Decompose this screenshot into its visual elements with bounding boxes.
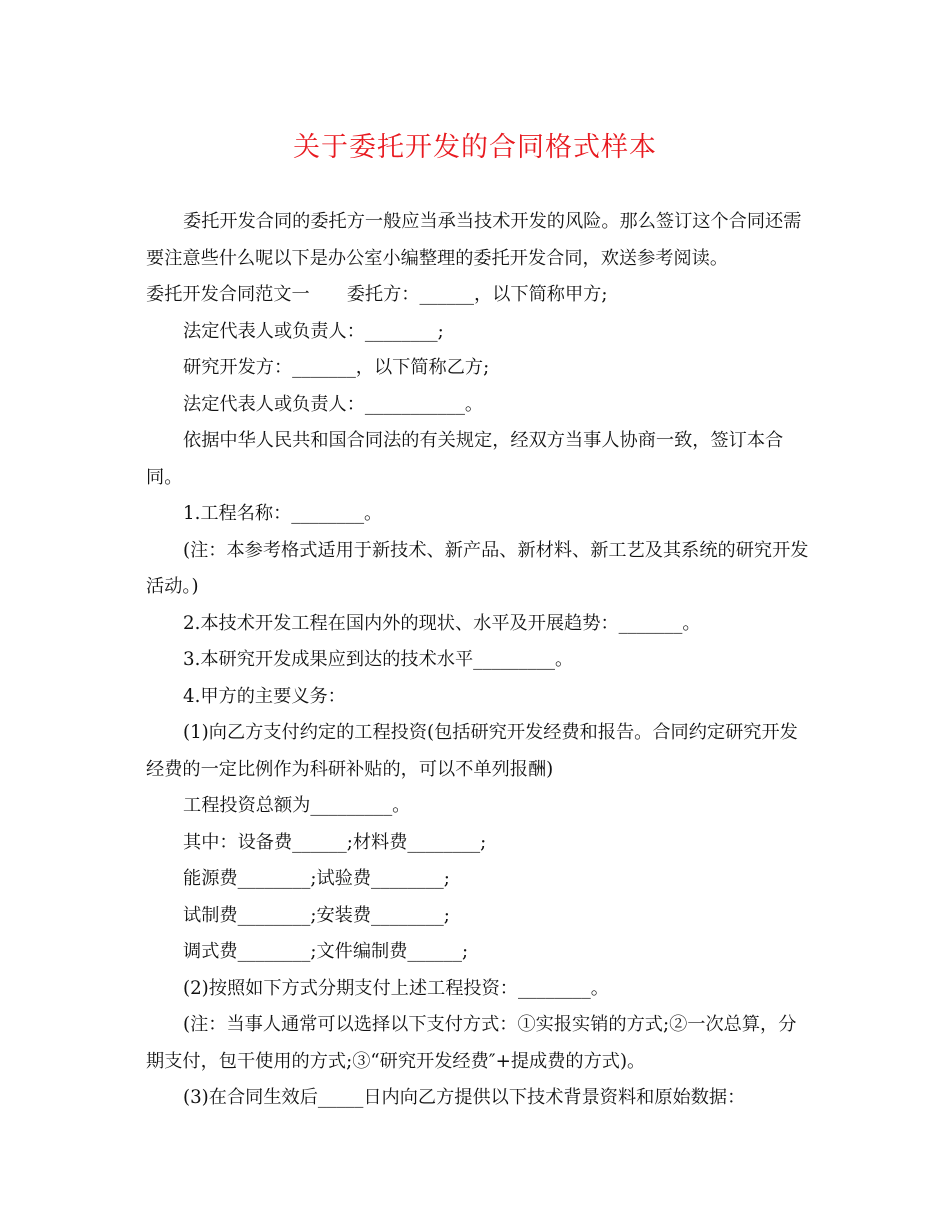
obligation-3: (3)在合同生效后_____日内向乙方提供以下技术背景资料和原始数据：	[183, 1087, 746, 1108]
investment-total: 工程投资总额为_________。	[183, 795, 411, 816]
client-representative: 法定代表人或负责人：________;	[183, 320, 444, 342]
fees-line-1: 其中：设备费______;材料费________;	[183, 831, 487, 853]
item-1-project-name: 1.工程名称：________。	[183, 503, 383, 524]
fees-line-4: 调式费________;文件编制费______;	[183, 941, 469, 962]
item-2-status: 2.本技术开发工程在国内外的现状、水平及开展趋势：_______。	[183, 612, 701, 634]
client-line: 委托方：______，以下简称甲方;	[346, 284, 608, 305]
document-title: 关于委托开发的合同格式样本	[293, 132, 657, 163]
developer-line: 研究开发方：_______，以下简称乙方;	[183, 357, 490, 378]
fees-line-3: 试制费________;安装费________;	[183, 904, 450, 926]
intro-paragraph: 委托开发合同的委托方一般应当承当技术开发的风险。那么签订这个合同还需要注意些什么呢以下是办公室小编整理的委托开发合同，欢送参考阅读。	[146, 211, 802, 269]
obligation-2: (2)按照如下方式分期支付上述工程投资：________。	[183, 977, 609, 999]
fees-line-2: 能源费________;试验费________;	[183, 868, 450, 889]
note-1: (注：本参考格式适用于新技术、新产品、新材料、新工艺及其系统的研究开发活动。)	[146, 539, 809, 597]
developer-representative: 法定代表人或负责人：___________。	[183, 393, 484, 415]
sample-heading-line	[146, 277, 810, 314]
sample-heading: 委托开发合同范文一	[146, 284, 310, 305]
item-4-obligations: 4.甲方的主要义务：	[183, 685, 346, 707]
item-3-technical-level: 3.本研究开发成果应到达的技术水平_________。	[183, 649, 574, 670]
obligation-1: (1)向乙方支付约定的工程投资(包括研究开发经费和报告。合同约定研究开发经费的一定比例作为科研补贴的，可以不单列报酬)	[146, 722, 798, 780]
legal-basis: 依据中华人民共和国合同法的有关规定，经双方当事人协商一致，签订本合同。	[146, 430, 784, 488]
document-body	[146, 204, 810, 1117]
note-2: (注：当事人通常可以选择以下支付方式：①实报实销的方式;②一次总算，分期支付，包干使用的方式;③“研究开发经费″+提成费的方式)。	[146, 1014, 797, 1072]
